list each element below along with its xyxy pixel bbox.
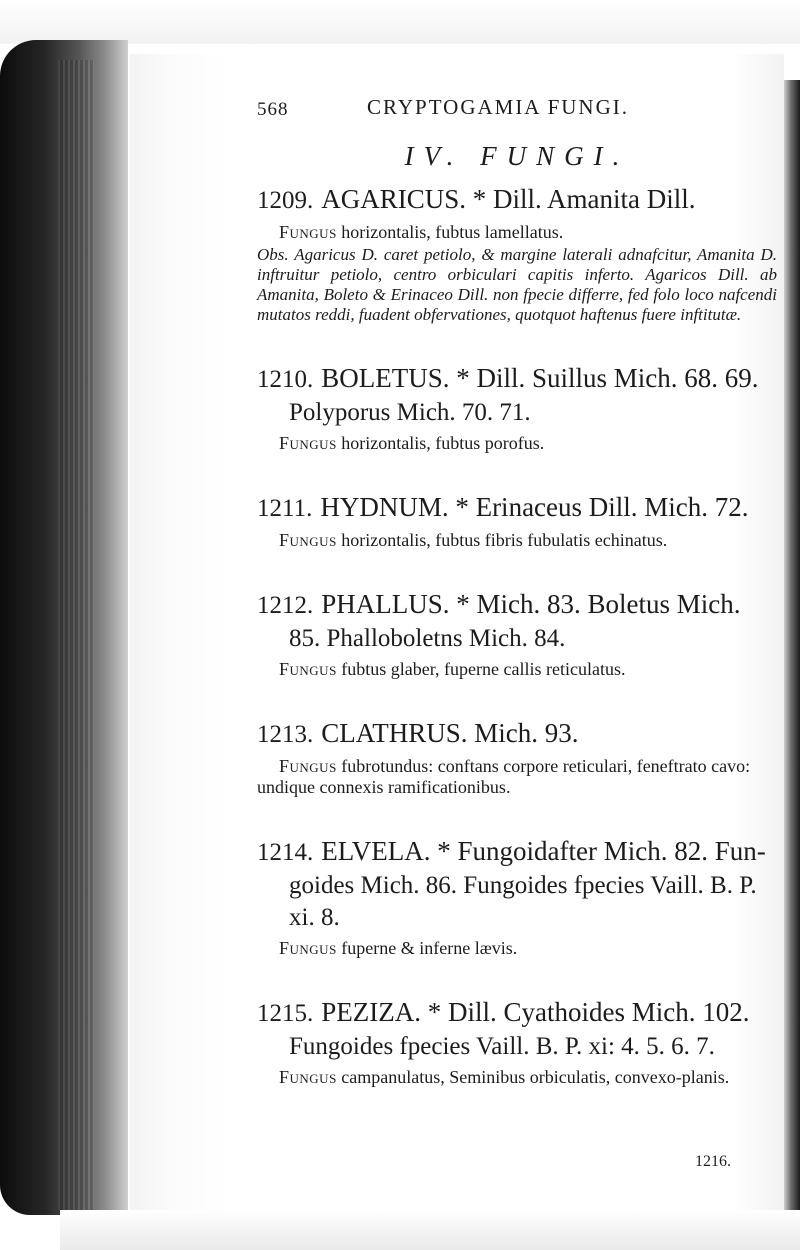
entry-genus: PHALLUS. * Mich. 83. Boletus Mich. <box>321 589 741 619</box>
entry-number: 1214. <box>257 839 314 866</box>
lead-word: Fungus <box>279 756 337 776</box>
entry-observation: Obs. Agaricus D. caret petiolo, & margine laterali adnafcitur, Amanita D. inftruitur petiolo, centro orbiculari capitis inferto. Agaricos Dill. ab Amanita, Boleto & Erinaceo Dill. non fpecie differre, fed folo loco nafcendi mutatos reddi, fuadent obfervationes, quotquot haftenus fuere inftitutæ. <box>257 245 777 324</box>
entry-heading <box>257 834 777 870</box>
entry-heading-continued: Polyporus Mich. 70. 71. <box>289 399 531 426</box>
lead-word: Fungus <box>279 222 337 242</box>
entry-heading <box>257 182 777 218</box>
page-content <box>247 95 777 1088</box>
entry-genus: BOLETUS. * Dill. Suillus Mich. 68. 69. <box>321 363 759 393</box>
entry-number: 1211. <box>257 495 313 522</box>
section-title: IV. FUNGI. <box>404 141 630 171</box>
entry-number: 1209. <box>257 187 314 214</box>
entry-genus: CLATHRUS. Mich. 93. <box>321 718 579 748</box>
entry-genus: HYDNUM. * Erinaceus Dill. Mich. 72. <box>320 492 749 522</box>
entry-heading <box>257 587 777 623</box>
lead-word: Fungus <box>279 1067 337 1087</box>
entry-description: Fungus campanulatus, Seminibus orbiculatis, convexo-planis. <box>279 1067 730 1087</box>
lead-word: Fungus <box>279 530 337 550</box>
entry-1214 <box>247 834 777 959</box>
entry-1212 <box>247 587 777 680</box>
entry-heading <box>257 716 777 752</box>
bottom-margin <box>60 1210 800 1250</box>
page-header <box>247 95 777 123</box>
entry-1215 <box>247 995 777 1088</box>
running-title: CRYPTOGAMIA FUNGI. <box>367 95 629 119</box>
entry-1213 <box>247 716 777 798</box>
entry-1210 <box>247 361 777 454</box>
entry-genus: PEZIZA. * Dill. Cyathoides Mich. 102. <box>321 997 750 1027</box>
page-number: 568 <box>257 99 289 120</box>
lead-word: Fungus <box>279 433 337 453</box>
entry-number: 1210. <box>257 366 314 393</box>
entry-description: Fungus fubrotundus: conftans corpore reticulari, feneftrato cavo: undique connexis ramificationibus. <box>257 756 751 797</box>
entry-heading-continued: goides Mich. 86. Fungoides fpecies Vaill. B. P. xi. 8. <box>289 872 757 931</box>
entry-description: Fungus fuperne & inferne lævis. <box>279 938 518 958</box>
entry-heading-continued: 85. Phalloboletns Mich. 84. <box>289 625 566 652</box>
entry-heading <box>257 490 777 526</box>
entry-description: Fungus horizontalis, fubtus fibris fubulatis echinatus. <box>279 530 668 550</box>
entry-number: 1215. <box>257 1000 314 1027</box>
book-spine-texture <box>58 60 94 1210</box>
entry-1211 <box>247 490 777 551</box>
entry-description: Fungus fubtus glaber, fuperne callis reticulatus. <box>279 659 626 679</box>
entry-number: 1212. <box>257 592 314 619</box>
entry-genus: ELVELA. * Fungoidafter Mich. 82. Fun- <box>321 836 766 866</box>
lead-word: Fungus <box>279 938 337 958</box>
lead-word: Fungus <box>279 659 337 679</box>
book-edge-right <box>784 80 800 1210</box>
catchword: 1216. <box>695 1153 731 1170</box>
entry-description: Fungus horizontalis, fubtus porofus. <box>279 433 545 453</box>
entry-heading <box>257 995 777 1031</box>
entry-number: 1213. <box>257 721 314 748</box>
entry-genus: AGARICUS. * Dill. Amanita Dill. <box>321 184 696 214</box>
entry-heading-continued: Fungoides fpecies Vaill. B. P. xi: 4. 5. 6. 7. <box>289 1033 715 1060</box>
entry-1209 <box>247 182 777 325</box>
top-margin <box>0 0 800 44</box>
entry-heading <box>257 361 777 397</box>
entry-description: Fungus horizontalis, fubtus lamellatus. <box>279 222 564 242</box>
